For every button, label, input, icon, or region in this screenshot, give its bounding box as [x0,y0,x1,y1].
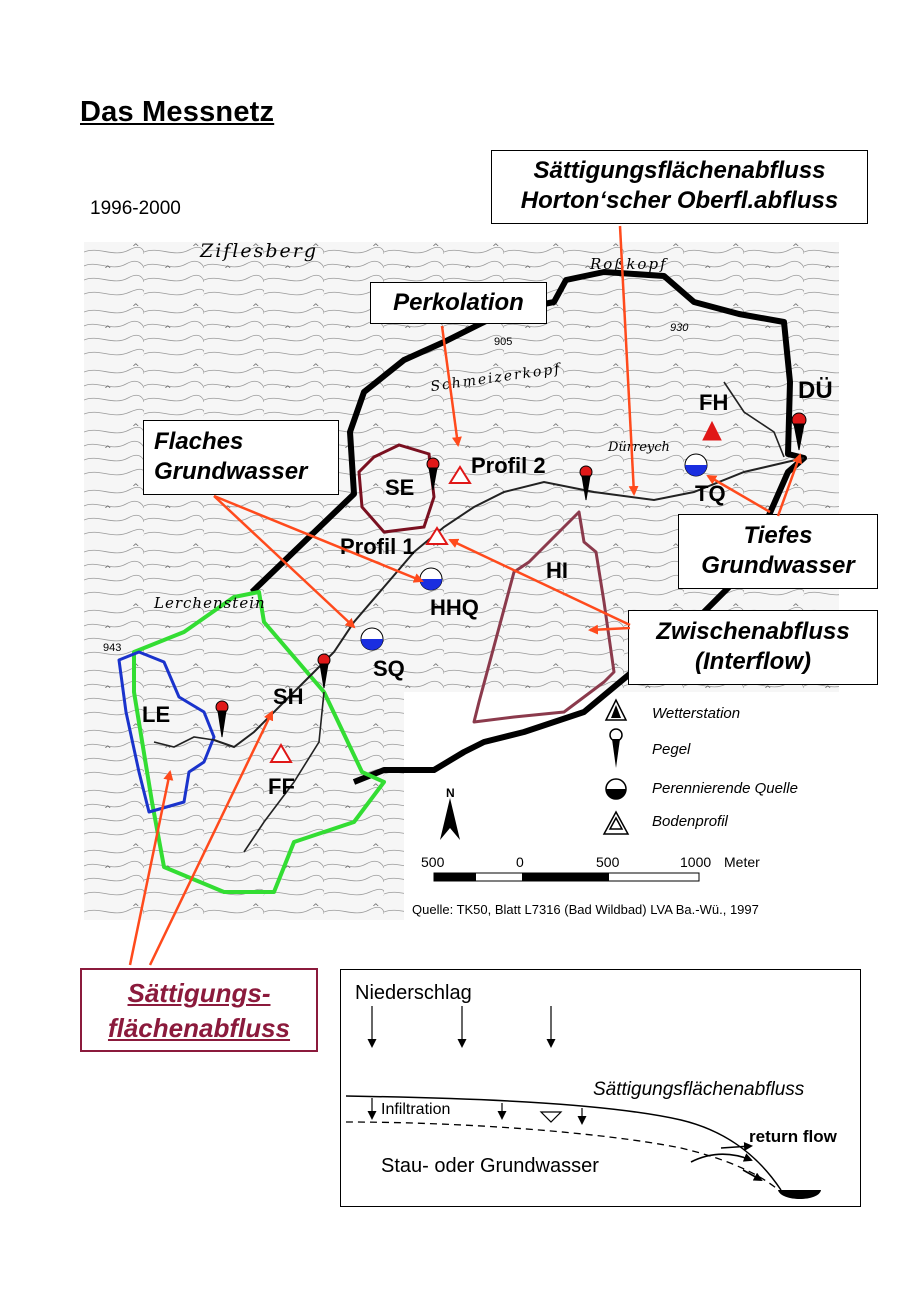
elevation-930: 930 [670,322,689,334]
scale-label-0: 0 [516,854,524,870]
diagram-niederschlag: Niederschlag [355,982,472,1004]
scale-label-500b: 500 [596,854,620,870]
legend-pegel: Pegel [652,741,691,758]
place-lerchenstein: Lerchenstein [154,594,266,612]
diagram-saettigung: Sättigungsflächenabfluss [593,1079,805,1100]
station-ff-label: FF [268,774,295,799]
scale-label-1000: 1000 [680,854,712,870]
station-hhq-label: HHQ [430,595,479,620]
legend-wetterstation: Wetterstation [652,705,741,722]
station-du-label: DÜ [798,377,833,404]
legend-bodenprofil: Bodenprofil [652,813,728,830]
place-ziflesberg: Ziflesberg [200,240,319,262]
callout-flaches-line2: Grundwasser [154,458,308,485]
callout-saettigungsflaechenabfluss [80,968,318,1052]
station-hi-label: HI [546,558,568,583]
callout-saettigung-horton-line2: Horton‘scher Oberfl.abfluss [520,187,839,214]
map-source: Quelle: TK50, Blatt L7316 (Bad Wildbad) LVA Ba.-Wü., 1997 [412,902,759,917]
arrow-perkolation [442,326,458,445]
callout-perkolation-text: Perkolation [393,289,524,316]
callout-tiefes-line1: Tiefes [743,522,813,549]
place-schmeizerkopf: Schmeizerkopf [429,360,563,396]
station-se-label: SE [385,475,415,500]
station-sq-label: SQ [373,656,405,681]
callout-zwischen-line2: (Interflow) [695,648,811,675]
arrow-saett-2 [150,712,272,965]
stream-channel [778,1190,821,1199]
diagram-infiltration: Infiltration [381,1101,451,1118]
diagram-stau: Stau- oder Grundwasser [381,1155,599,1177]
callout-saett-line1: Sättigungs- [127,978,271,1008]
scale-label-500a: 500 [421,854,445,870]
place-duerreych: Dürreych [608,440,670,455]
station-profil1-label: Profil 1 [340,534,415,559]
arrow-tiefes-2 [778,455,800,516]
runoff-diagram [340,969,861,1207]
station-profil2-label: Profil 2 [471,453,546,478]
scale-unit: Meter [724,854,760,870]
legend-quelle: Perennierende Quelle [652,780,798,797]
water-level-icon [541,1112,561,1122]
station-le-label: LE [142,702,171,727]
arrow-flaches-1 [214,496,422,581]
callout-flaches-line1: Flaches [154,428,244,455]
arrow-horton [620,226,634,494]
arrow-zwischen-2 [590,628,630,630]
page-title: Das Messnetz [80,96,275,128]
arrow-zwischen-1 [450,540,630,625]
callout-saett-line2: flächenabfluss [107,1013,291,1043]
period-label: 1996-2000 [90,198,181,219]
station-sh-label: SH [273,684,304,709]
arrow-flaches-2 [214,496,354,627]
diagram-return-flow: return flow [749,1127,837,1146]
arrow-tiefes-1 [708,476,770,512]
elevation-943: 943 [103,642,122,654]
north-label: N [446,786,455,800]
callout-zwischen-line1: Zwischenabfluss [656,618,850,645]
station-tq-label: TQ [695,481,726,506]
station-fh-label: FH [699,390,729,415]
callout-saettigung-horton-line1: Sättigungsflächenabfluss [533,157,826,184]
place-rosskopf: Roßkopf [590,255,668,273]
callout-tiefes-line2: Grundwasser [701,552,855,579]
elevation-905: 905 [494,336,513,348]
